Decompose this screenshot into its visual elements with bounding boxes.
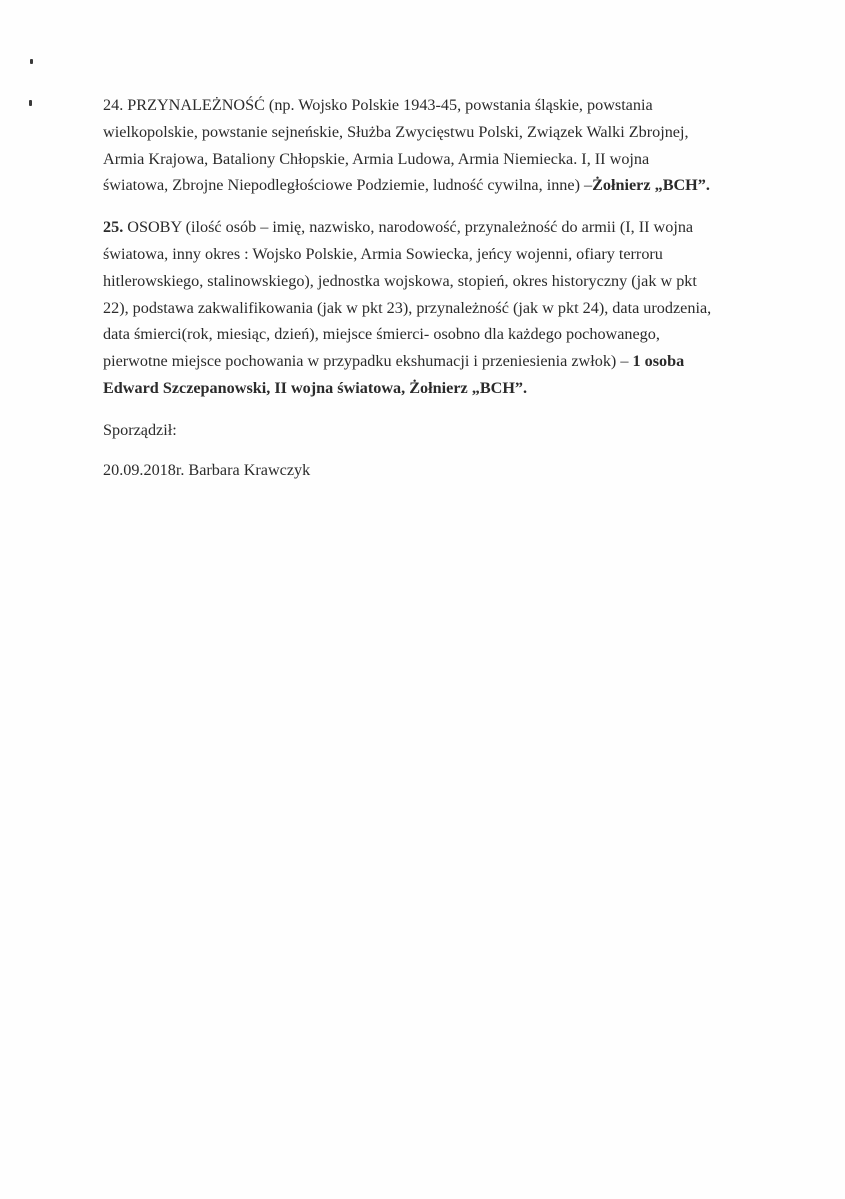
section-24-number: 24.	[103, 96, 124, 114]
section-24-line: światowa, Zbrojne Niepodległościowe Podziemie, ludność cywilna, inne) –	[103, 176, 593, 195]
signature-date-name: 20.09.2018r. Barbara Krawczyk	[103, 460, 311, 479]
section-24-answer: Żołnierz „BCH”.	[592, 176, 710, 195]
prepared-by-label: Sporządził:	[103, 420, 177, 439]
section-25-line: 22), podstawa zakwalifikowania (jak w pkt 23), przynależność (jak w pkt 24), data urodzenia,	[103, 298, 712, 317]
section-25-line: hitlerowskiego, stalinowskiego), jednostka wojskowa, stopień, okres historyczny (jak w pkt	[103, 271, 697, 290]
section-25-line: światowa, inny okres : Wojsko Polskie, Armia Sowiecka, jeńcy wojenni, ofiary terroru	[103, 244, 663, 263]
section-25	[103, 214, 763, 402]
section-24-line: wielkopolskie, powstanie sejneńskie, Służba Zwycięstwu Polski, Związek Walki Zbrojnej,	[103, 122, 689, 141]
section-25-answer-person: Edward Szczepanowski, II wojna światowa, Żołnierz „BCH”.	[103, 378, 528, 397]
section-24	[103, 92, 763, 199]
section-25-number: 25.	[103, 218, 124, 237]
scan-artifact-mark	[29, 100, 32, 106]
section-24-line: Armia Krajowa, Bataliony Chłopskie, Armia Ludowa, Armia Niemiecka. I, II wojna	[103, 149, 650, 168]
section-25-line: data śmierci(rok, miesiąc, dzień), miejsce śmierci- osobno dla każdego pochowanego,	[103, 325, 660, 344]
scan-artifact-mark	[30, 59, 33, 64]
section-25-line: pierwotne miejsce pochowania w przypadku ekshumacji i przeniesienia zwłok) –	[103, 352, 633, 371]
section-25-answer-count: 1 osoba	[632, 352, 685, 371]
section-25-line: OSOBY (ilość osób – imię, nazwisko, narodowość, przynależność do armii (I, II wojna	[127, 218, 694, 237]
document-body	[103, 92, 763, 496]
section-24-line: PRZYNALEŻNOŚĆ (np. Wojsko Polskie 1943-45, powstania śląskie, powstania	[127, 96, 653, 114]
